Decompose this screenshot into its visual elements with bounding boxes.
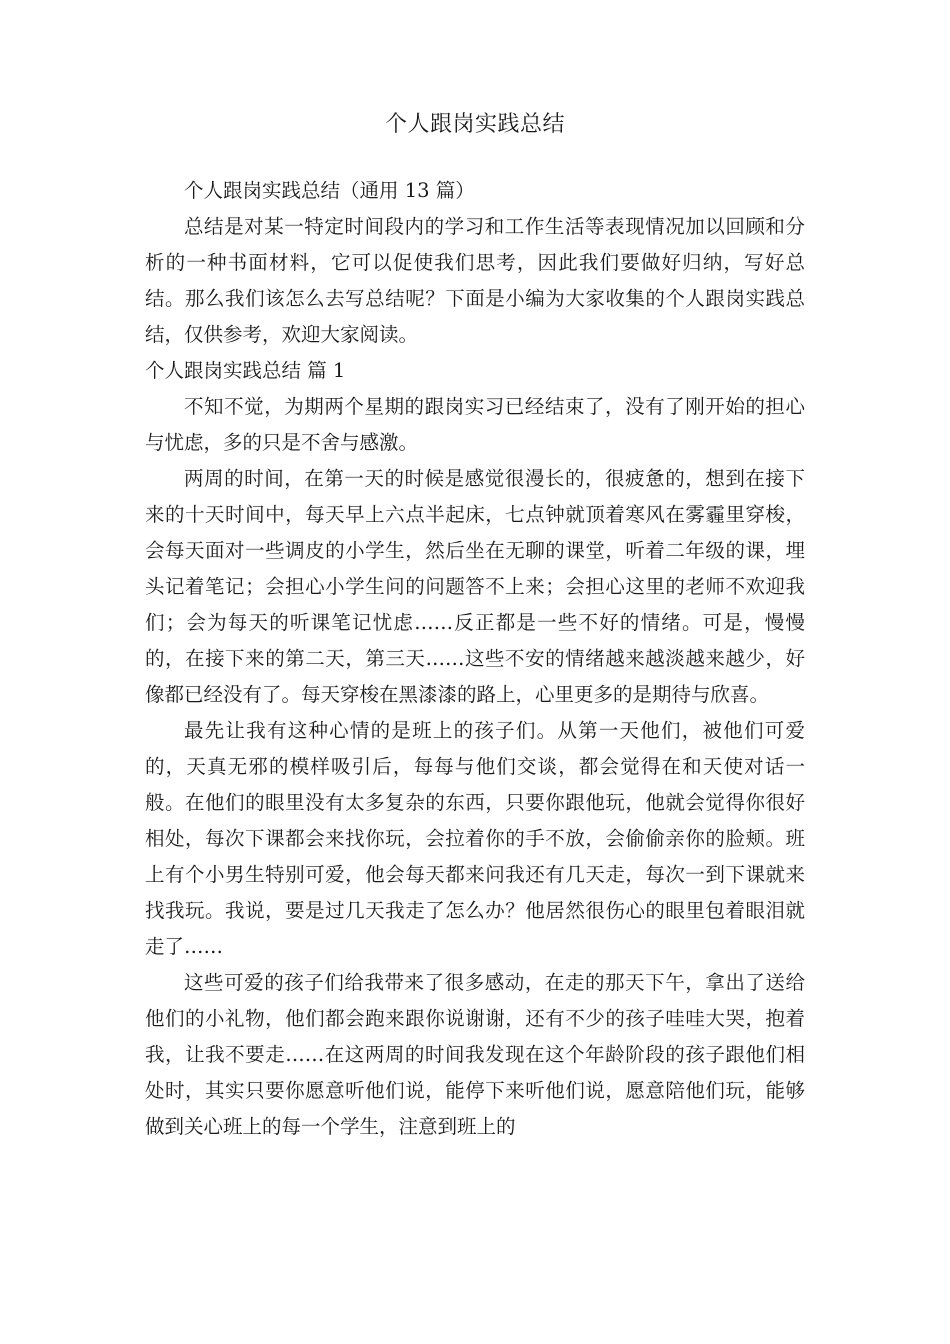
document-page	[145, 105, 805, 1145]
paragraph-body: 这些可爱的孩子们给我带来了很多感动，在走的那天下午，拿出了送给他们的小礼物，他们都会跑来跟你说谢谢，还有不少的孩子哇哇大哭，抱着我，让我不要走……在这两周的时间我发现在这个年龄阶段的孩子跟他们相处时，其实只要你愿意听他们说，能停下来听他们说，愿意陪他们玩，能够做到关心班上的每一个学生，注意到班上的	[145, 971, 805, 1138]
paragraph-body: 不知不觉，为期两个星期的跟岗实习已经结束了，没有了刚开始的担心与忧虑，多的只是不舍与感激。	[145, 395, 805, 454]
paragraph-intro: 总结是对某一特定时间段内的学习和工作生活等表现情况加以回顾和分析的一种书面材料，它可以促使我们思考，因此我们要做好归纳，写好总结。那么我们该怎么去写总结呢？下面是小编为大家收集的个人跟岗实践总结，仅供参考，欢迎大家阅读。	[145, 215, 805, 346]
paragraph-body: 两周的时间，在第一天的时候是感觉很漫长的，很疲惫的，想到在接下来的十天时间中，每天早上六点半起床，七点钟就顶着寒风在雾霾里穿梭，会每天面对一些调皮的小学生，然后坐在无聊的课堂，听着二年级的课，埋头记着笔记；会担心小学生问的问题答不上来；会担心这里的老师不欢迎我们；会为每天的听课笔记忧虑……反正都是一些不好的情绪。可是，慢慢的，在接下来的第二天，第三天……这些不安的情绪越来越淡越来越少，好像都已经没有了。每天穿梭在黑漆漆的路上，心里更多的是期待与欣喜。	[145, 467, 805, 706]
section-heading: 个人跟岗实践总结 篇 1	[145, 359, 346, 382]
document-title: 个人跟岗实践总结	[384, 112, 565, 137]
paragraph-body: 最先让我有这种心情的是班上的孩子们。从第一天他们，被他们可爱的，天真无邪的模样吸引后，每每与他们交谈，都会觉得在和天使对话一般。在他们的眼里没有太多复杂的东西，只要你跟他玩，他就会觉得你很好相处，每次下课都会来找你玩，会拉着你的手不放，会偷偷亲你的脸颊。班上有个小男生特别可爱，他会每天都来问我还有几天走，每次一到下课就来找我玩。我说，要是过几天我走了怎么办？他居然很伤心的眼里包着眼泪就走了……	[145, 719, 805, 958]
paragraph-subtitle: 个人跟岗实践总结（通用 13 篇）	[184, 179, 475, 202]
